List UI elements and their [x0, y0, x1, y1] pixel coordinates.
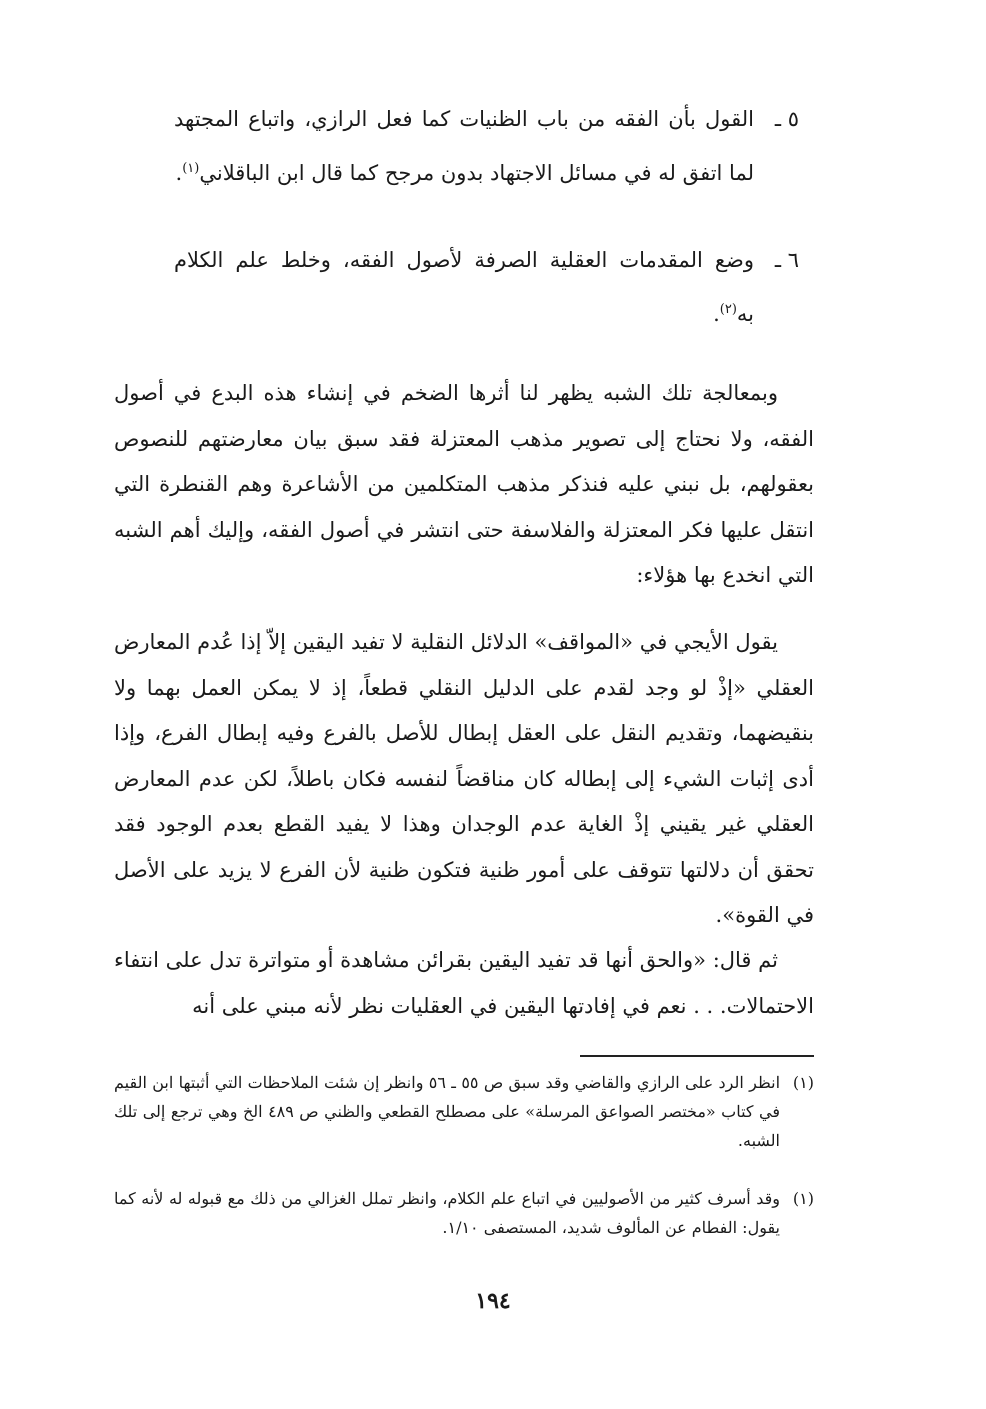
list-item-text: القول بأن الفقه من باب الظنيات كما فعل الرازي، واتباع المجتهد لما اتفق له في مسائل الاجتهاد بدون مرجح كما قال ابن الباقلاني [174, 107, 754, 185]
body-paragraph: وبمعالجة تلك الشبه يظهر لنا أثرها الضخم في إنشاء هذه البدع في أصول الفقه، ولا نحتاج إلى تصوير مذهب المعتزلة فقد سبق بيان معارضتهم للنصوص بعقولهم، بل نبني عليه فنذكر مذهب المتكلمين من الأشاعرة وهم القنطرة التي انتقل عليها فكر المعتزلة والفلاسفة حتى انتشر في أصول الفقه، وإليك أهم الشبه التي انخدع بها هؤلاء: [114, 381, 814, 587]
footnote [114, 1184, 814, 1242]
footnote-text: وقد أسرف كثير من الأصوليين في اتباع علم الكلام، وانظر تملل الغزالي من ذلك مع قبوله له لأنه كما يقول: الفطام عن المألوف شديد، المستصفى ١/١٠. [114, 1189, 780, 1237]
list-item-6 [174, 235, 799, 339]
body-paragraph: يقول الأيجي في «المواقف» الدلائل النقلية لا تفيد اليقين إلاّ إذا عُدم المعارض العقلي «إذْ لو وجد لقدم على الدليل النقلي قطعاً، إذ لا يمكن العمل بهما ولا بنقيضهما، وتقديم النقل على العقل إبطال للأصل بالفرع وفيه إبطال الفرع، وإذا أدى إثبات الشيء إلى إبطاله كان مناقضاً لنفسه فكان باطلاً، لكن عدم المعارض العقلي غير يقيني إذْ الغاية عدم الوجدان وهذا لا يفيد القطع بعدم الوجود فقد تحقق أن دلالتها تتوقف على أمور ظنية فتكون ظنية لأن الفرع لا يزيد على الأصل في القوة». [114, 630, 814, 927]
body-paragraph: ثم قال: «والحق أنها قد تفيد اليقين بقرائن مشاهدة أو متواترة تدل على انتفاء الاحتمالات. . . نعم في إفادتها اليقين في العقليات نظر لأنه مبني على أنه [114, 948, 814, 1018]
list-item-number: ٦ ـ [774, 248, 799, 272]
footnote-reference: (٢) [719, 302, 737, 317]
footnote-marker: (١) [792, 1189, 814, 1208]
list-item-5 [174, 94, 799, 198]
list-item-end: . [175, 161, 183, 185]
list-item-number: ٥ ـ [774, 107, 799, 131]
footnote-reference: (١) [182, 161, 200, 176]
footnote-separator [580, 1055, 814, 1057]
footnote-marker: (١) [792, 1073, 814, 1092]
list-item-text: وضع المقدمات العقلية الصرفة لأصول الفقه، وخلط علم الكلام به [174, 248, 754, 326]
list-item-end: . [713, 302, 720, 326]
footnote-text: انظر الرد على الرازي والقاضي وقد سبق ص ٥٥ ـ ٥٦ وانظر إن شئت الملاحظات التي أثبتها ابن القيم في كتاب «مختصر الصواعق المرسلة» على مصطلح القطعي والظني ص ٤٨٩ الخ وهي ترجع إلى تلك الشبه. [114, 1073, 781, 1150]
footnote [114, 1068, 814, 1155]
page-number: ١٩٤ [475, 1288, 511, 1314]
